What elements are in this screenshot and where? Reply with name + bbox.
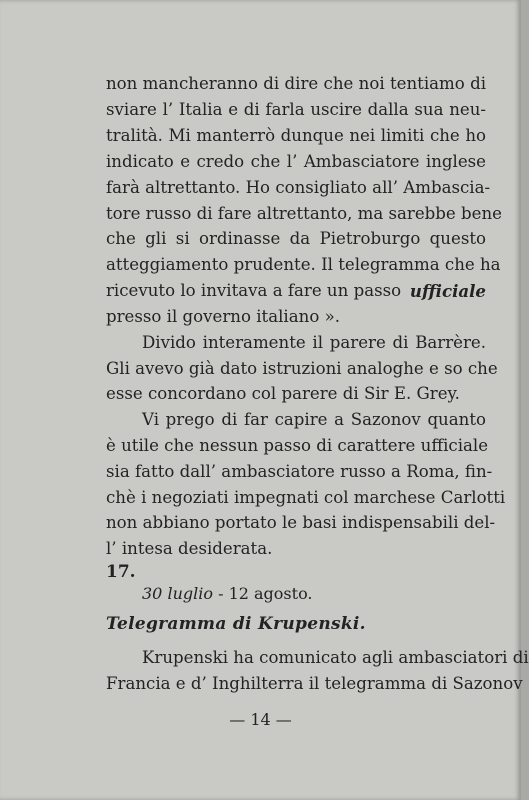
- text-line: esse concordano col parere di Sir E. Grey.: [106, 384, 460, 403]
- text-line: presso il governo italiano ».: [106, 307, 341, 326]
- text-line: sia fatto dall’ ambasciatore russo a Roma, fin-: [106, 462, 493, 481]
- text-line: chè i negoziati impegnati col marchese Carlotti: [106, 488, 506, 507]
- text-line: Gli avevo già dato istruzioni analoghe e so che: [106, 359, 498, 378]
- emphasis-word: ufficiale: [409, 281, 486, 301]
- text-line: l’ intesa desiderata.: [106, 539, 273, 558]
- date-end: - 12 agosto.: [212, 584, 313, 603]
- text-line: atteggiamento prudente. Il telegramma che ha: [106, 255, 501, 274]
- paragraph-first-line: Krupenski ha comunicato agli ambasciatori di: [142, 648, 529, 667]
- text-line: farà altrettanto. Ho consigliato all’ Ambascia-: [106, 178, 491, 197]
- text-line: indicato e credo che l’ Ambasciatore inglese: [106, 152, 486, 171]
- text-line: tralità. Mi manterrò dunque nei limiti che ho: [106, 126, 486, 145]
- text-line: è utile che nessun passo di carattere ufficiale: [106, 436, 489, 455]
- text-fragment: ricevuto lo invitava a fare un passo: [106, 281, 402, 300]
- text-line: non mancheranno di dire che noi tentiamo di: [106, 74, 486, 93]
- paragraph-first-line: Divido interamente il parere di Barrère.: [142, 333, 486, 352]
- page-number: — 14 —: [229, 710, 292, 729]
- document-date: [142, 584, 313, 603]
- text-line: che gli si ordinasse da Pietroburgo questo: [106, 229, 486, 248]
- date-start: 30 luglio: [142, 584, 213, 603]
- text-line: tore russo di fare altrettanto, ma sarebbe bene: [106, 204, 502, 223]
- text-line: Francia e d’ Inghilterra il telegramma di Sazonov: [106, 674, 523, 693]
- document-title: Telegramma di Krupenski.: [106, 614, 366, 634]
- paragraph-first-line: Vi prego di far capire a Sazonov quanto: [142, 410, 486, 429]
- text-line: [106, 281, 486, 301]
- text-line: non abbiano portato le basi indispensabili del-: [106, 513, 496, 532]
- document-number: 17.: [106, 562, 136, 582]
- text-line: sviare l’ Italia e di farla uscire dalla sua neu-: [106, 100, 486, 119]
